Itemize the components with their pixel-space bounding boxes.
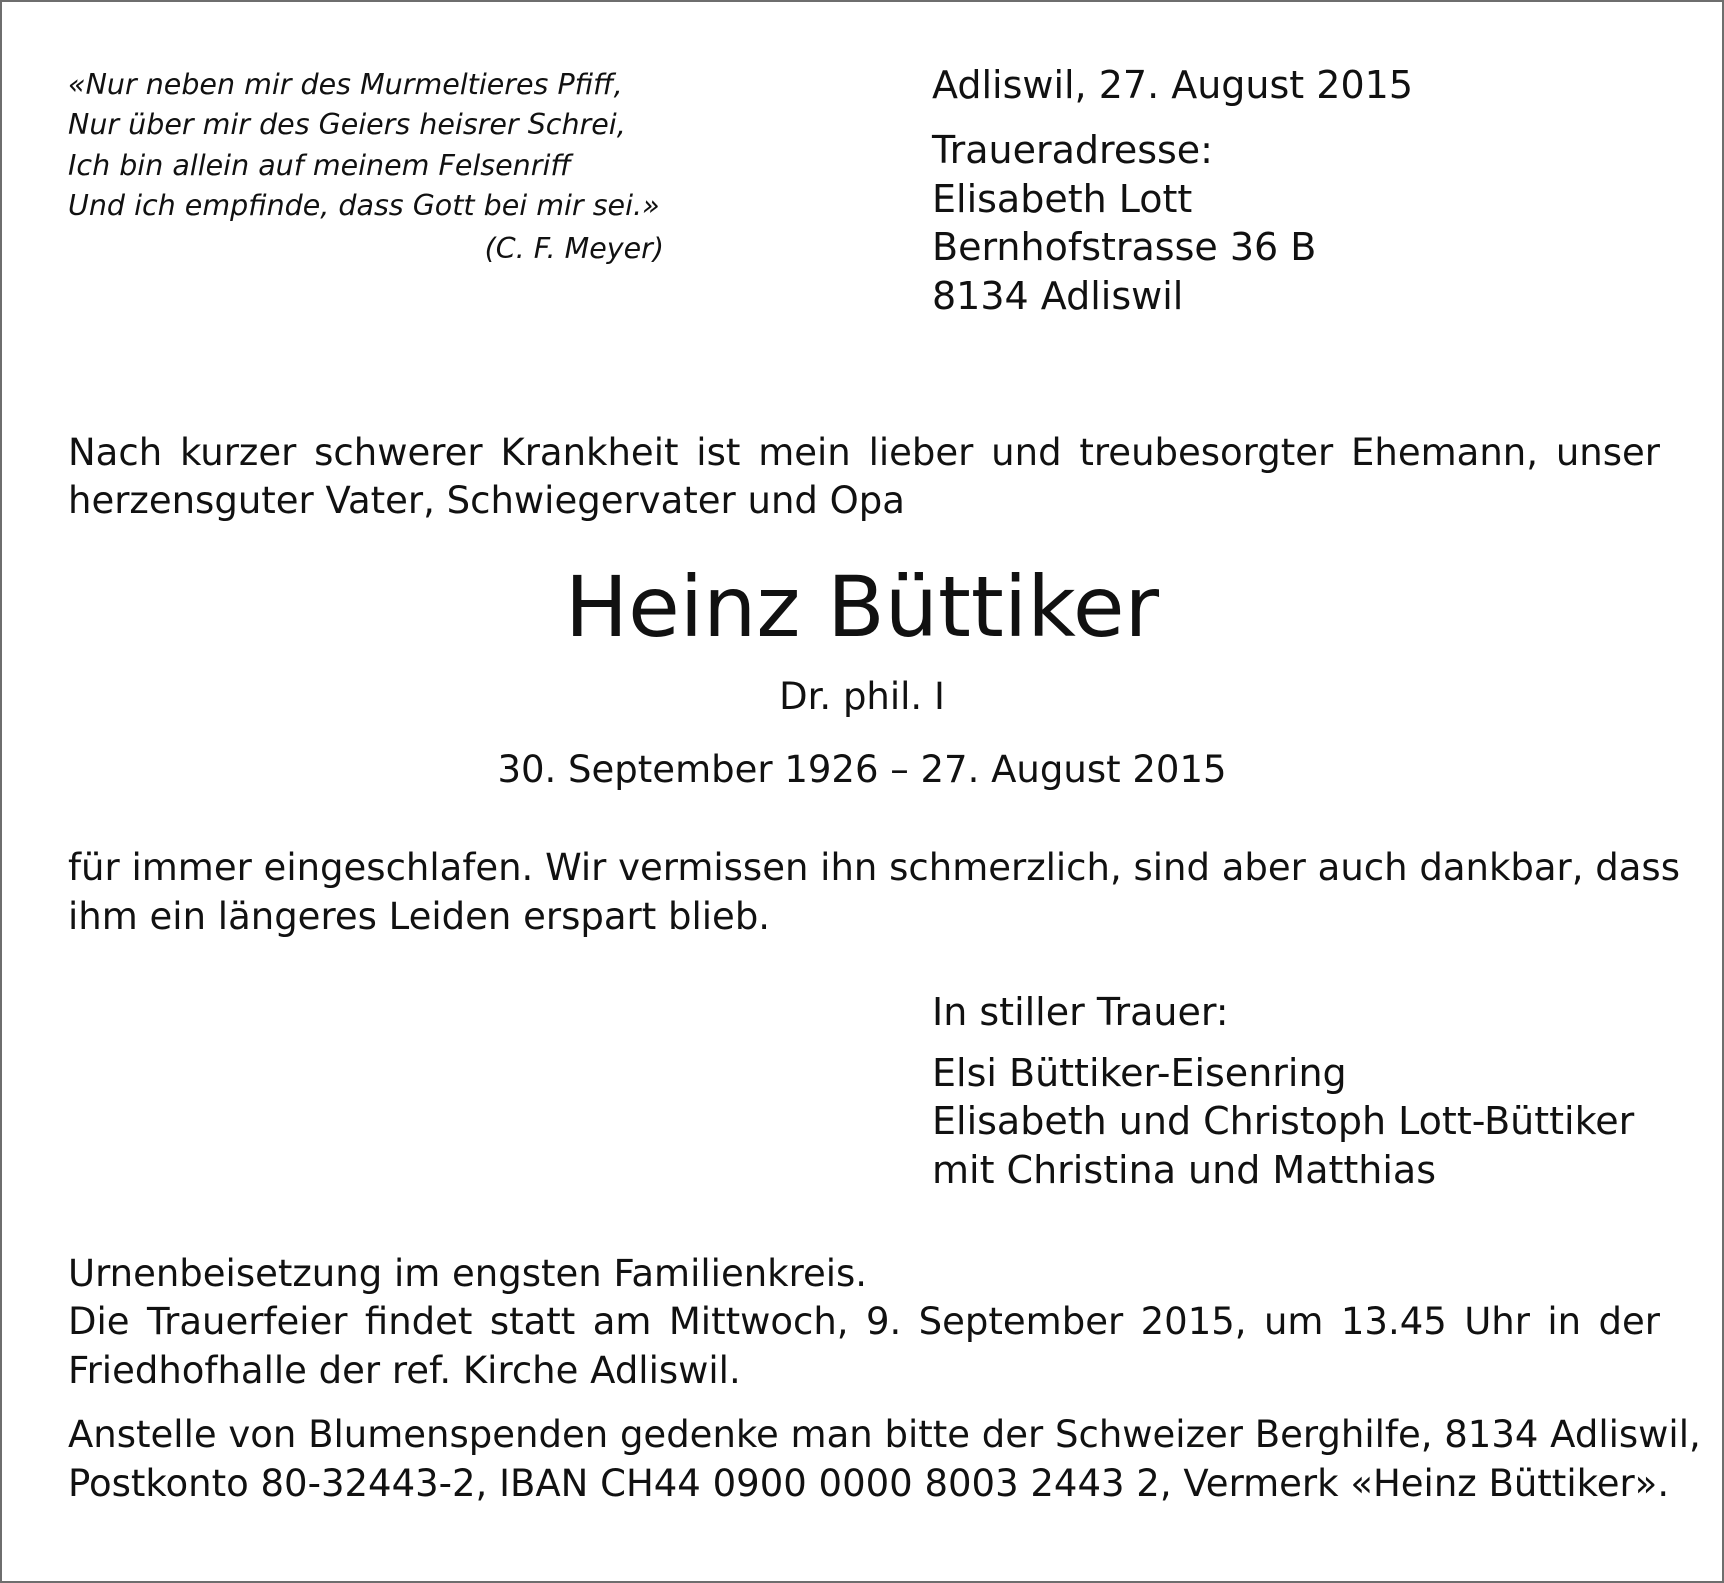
ceremony-line: Die Trauerfeier findet statt am Mittwoch, 9. September 2015, um 13.45 Uhr in der — [68, 1300, 1660, 1343]
address-street: Bernhofstrasse 36 B — [932, 225, 1317, 269]
life-dates: 30. September 1926 – 27. August 2015 — [497, 748, 1227, 791]
intro-line: herzensguter Vater, Schwiegervater und Opa — [68, 479, 905, 522]
donation-line: Postkonto 80-32443-2, IBAN CH44 0900 0000 8003 2443 2, Vermerk «Heinz Büttiker». — [68, 1462, 1670, 1505]
address-city: 8134 Adliswil — [932, 274, 1184, 318]
place-date: Adliswil, 27. August 2015 — [932, 63, 1413, 107]
ceremony-line: Friedhofhalle der ref. Kirche Adliswil. — [68, 1349, 741, 1392]
closing-line: für immer eingeschlafen. Wir vermissen ihn schmerzlich, sind aber auch dankbar, dass — [68, 846, 1680, 889]
obituary-notice — [2, 2, 1722, 1581]
ceremony-line: Urnenbeisetzung im engsten Familienkreis. — [68, 1252, 868, 1295]
quote-line: «Nur neben mir des Murmeltieres Pfiff, — [68, 68, 623, 101]
deceased-title: Dr. phil. I — [779, 675, 945, 718]
mourner-name: mit Christina und Matthias — [932, 1148, 1437, 1192]
mourner-name: Elisabeth und Christoph Lott-Büttiker — [932, 1099, 1635, 1143]
address-name: Elisabeth Lott — [932, 177, 1193, 221]
quote-author: (C. F. Meyer) — [484, 232, 664, 265]
intro-line: Nach kurzer schwerer Krankheit ist mein lieber und treubesorgter Ehemann, unser — [68, 431, 1660, 474]
mourner-name: Elsi Büttiker-Eisenring — [932, 1051, 1347, 1095]
mourners-label: In stiller Trauer: — [932, 990, 1229, 1034]
closing-line: ihm ein längeres Leiden erspart blieb. — [68, 895, 771, 938]
deceased-name: Heinz Büttiker — [564, 558, 1160, 656]
quote-line: Nur über mir des Geiers heisrer Schrei, — [68, 108, 626, 141]
quote-line: Ich bin allein auf meinem Felsenriff — [68, 149, 571, 182]
quote-line: Und ich empfinde, dass Gott bei mir sei.» — [68, 189, 660, 222]
donation-line: Anstelle von Blumenspenden gedenke man bitte der Schweizer Berghilfe, 8134 Adliswil, — [68, 1413, 1701, 1456]
address-label: Traueradresse: — [932, 128, 1213, 172]
